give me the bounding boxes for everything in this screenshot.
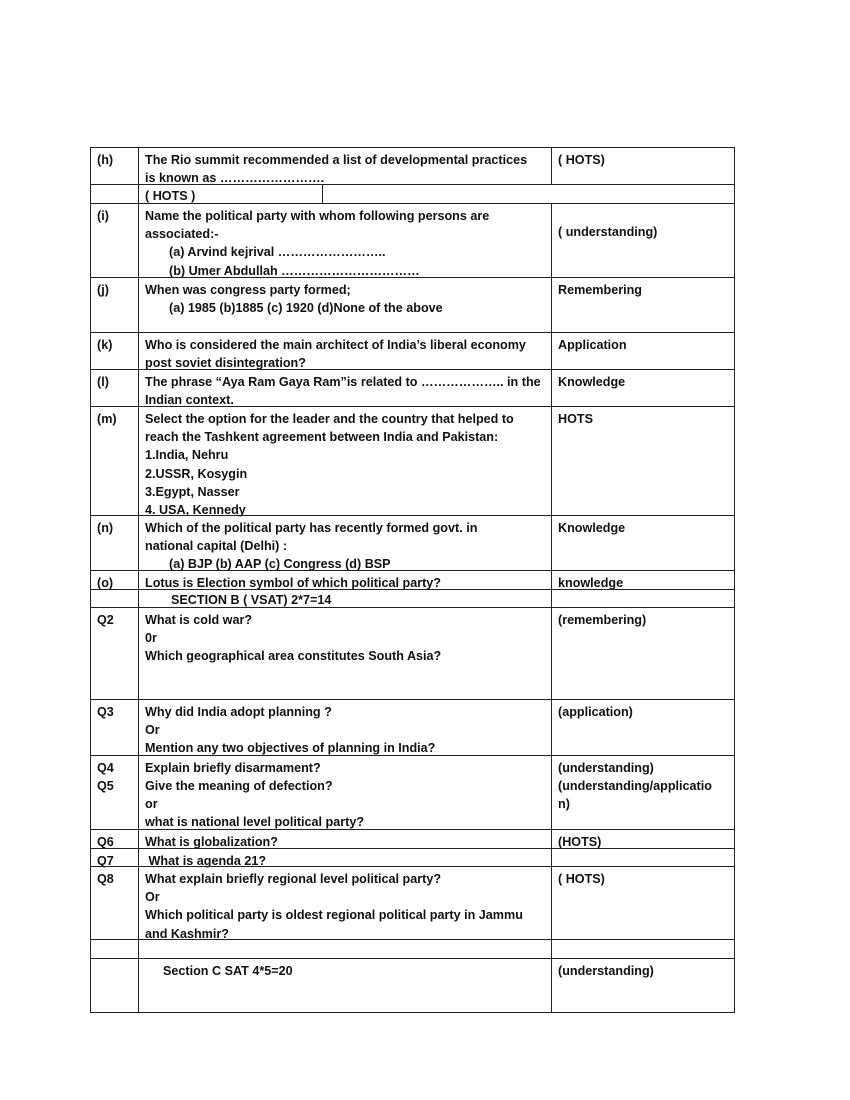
question-line: What is globalization? (145, 835, 278, 849)
question-category: (remembering) (551, 608, 734, 699)
question-number: (k) (97, 338, 113, 352)
question-number: Q5 (97, 779, 114, 793)
question-line: is known as ……………………. (145, 171, 325, 186)
question-text (138, 333, 551, 369)
question-category: knowledge (551, 571, 734, 589)
table-row (91, 774, 734, 829)
question-line: and Kashmir? (145, 926, 229, 941)
question-paper (90, 147, 733, 1013)
question-line: Indian context. (145, 393, 234, 408)
category-line: (understanding/applicatio (558, 779, 712, 793)
section-heading (138, 959, 551, 1012)
question-line: Which political party is oldest regional political party in Jammu (145, 908, 523, 923)
empty-cell (138, 940, 551, 958)
table-row (91, 184, 734, 203)
table-row (91, 939, 734, 958)
question-category: (HOTS) (551, 830, 734, 848)
question-line: What is cold war? (145, 613, 253, 627)
table-row (91, 515, 734, 570)
section-heading (138, 590, 551, 607)
question-option: 3.Egypt, Nasser (145, 484, 240, 499)
question-line: Give the meaning of defection? (145, 779, 333, 793)
table-row (91, 589, 734, 607)
question-number: Q4 (97, 761, 114, 775)
question-line: post soviet disintegration? (145, 356, 306, 371)
question-text (138, 608, 551, 699)
question-line: Or (145, 723, 160, 738)
question-line: national capital (Delhi) : (145, 539, 288, 554)
question-line: what is national level political party? (145, 815, 365, 830)
empty-cell (91, 940, 138, 958)
question-option: 4. USA, Kennedy (145, 503, 246, 518)
section-b-title: SECTION B ( VSAT) 2*7=14 (171, 593, 332, 607)
question-line: Explain briefly disarmament? (145, 761, 321, 775)
table-row (91, 147, 734, 184)
question-category (551, 774, 734, 829)
question-text (138, 278, 551, 332)
question-line: When was congress party formed; (145, 283, 351, 297)
question-option: (a) Arvind kejrival …………………….. (169, 245, 386, 260)
question-number: (i) (97, 209, 109, 223)
question-category: ( HOTS) (551, 867, 734, 939)
question-option: (a) BJP (b) AAP (c) Congress (d) BSP (169, 557, 391, 572)
question-line: or (145, 797, 158, 812)
question-option: 1.India, Nehru (145, 448, 229, 463)
question-text (138, 849, 551, 866)
question-number: (h) (97, 153, 114, 167)
question-text (138, 756, 551, 774)
question-category: ( understanding) (551, 204, 734, 277)
question-line: The phrase “Aya Ram Gaya Ram”is related to ……………….. in the (145, 375, 541, 389)
table-row (91, 848, 734, 866)
question-line: Lotus is Election symbol of which political party? (145, 576, 441, 590)
question-text (138, 407, 551, 518)
question-line: associated:- (145, 227, 219, 242)
empty-cell (551, 940, 734, 958)
empty-cell (551, 590, 734, 607)
question-number: (l) (97, 375, 109, 389)
table-row (91, 866, 734, 939)
question-line: 0r (145, 631, 157, 646)
question-category: Remembering (551, 278, 734, 332)
table-row (91, 958, 734, 1013)
question-text (138, 830, 551, 848)
question-category: HOTS (551, 407, 734, 515)
question-option: (a) 1985 (b)1885 (c) 1920 (d)None of the above (169, 301, 443, 316)
question-category: (application) (551, 700, 734, 755)
question-number: (n) (97, 521, 114, 535)
question-category: Application (551, 333, 734, 369)
question-text (138, 370, 551, 406)
question-category: ( HOTS ) (138, 185, 323, 203)
question-category: ( HOTS) (551, 148, 734, 184)
question-line: Or (145, 890, 160, 905)
question-line: Who is considered the main architect of India’s liberal economy (145, 338, 526, 352)
table-row (91, 607, 734, 699)
table-row (91, 203, 734, 277)
question-number: Q2 (97, 613, 114, 627)
table-row (91, 570, 734, 589)
question-line: reach the Tashkent agreement between India and Pakistan: (145, 430, 499, 445)
question-text (138, 571, 551, 589)
question-line: Mention any two objectives of planning in India? (145, 741, 436, 756)
table-row (91, 332, 734, 369)
question-line: What explain briefly regional level political party? (145, 872, 442, 886)
question-text (138, 148, 551, 184)
question-line: Select the option for the leader and the country that helped to (145, 412, 514, 426)
question-text (138, 700, 551, 755)
question-category: Knowledge (551, 370, 734, 406)
question-number: Q6 (97, 835, 114, 849)
table-row (91, 277, 734, 332)
question-line: Name the political party with whom following persons are (145, 209, 490, 223)
question-line: The Rio summit recommended a list of developmental practices (145, 153, 528, 167)
table-row (91, 369, 734, 406)
table-row (91, 406, 734, 518)
question-text (138, 774, 551, 829)
question-line: Why did India adopt planning ? (145, 705, 332, 719)
question-option: (b) Umer Abdullah …………………………… (169, 263, 420, 278)
question-text (138, 867, 551, 939)
question-category: (understanding) (551, 959, 734, 1012)
question-text (138, 204, 551, 277)
category-line: n) (558, 797, 570, 812)
question-category: (understanding) (551, 756, 734, 774)
question-table (90, 147, 735, 1013)
question-number: (o) (97, 576, 114, 590)
question-option: 2.USSR, Kosygin (145, 466, 248, 481)
question-line: What is agenda 21? (145, 854, 267, 868)
question-number: Q7 (97, 854, 114, 868)
table-row (91, 829, 734, 848)
question-category: Knowledge (551, 516, 734, 570)
empty-cell (91, 590, 138, 607)
empty-cell (91, 959, 138, 1012)
question-number: Q8 (97, 872, 114, 886)
question-number: (j) (97, 283, 109, 297)
question-number: Q3 (97, 705, 114, 719)
question-line: Which of the political party has recently formed govt. in (145, 521, 478, 535)
table-row (91, 755, 734, 774)
question-category (551, 849, 734, 866)
question-number: (m) (97, 412, 117, 426)
question-text (138, 516, 551, 570)
table-row (91, 699, 734, 755)
question-line: Which geographical area constitutes South Asia? (145, 649, 442, 664)
section-c-title: Section C SAT 4*5=20 (163, 964, 293, 978)
